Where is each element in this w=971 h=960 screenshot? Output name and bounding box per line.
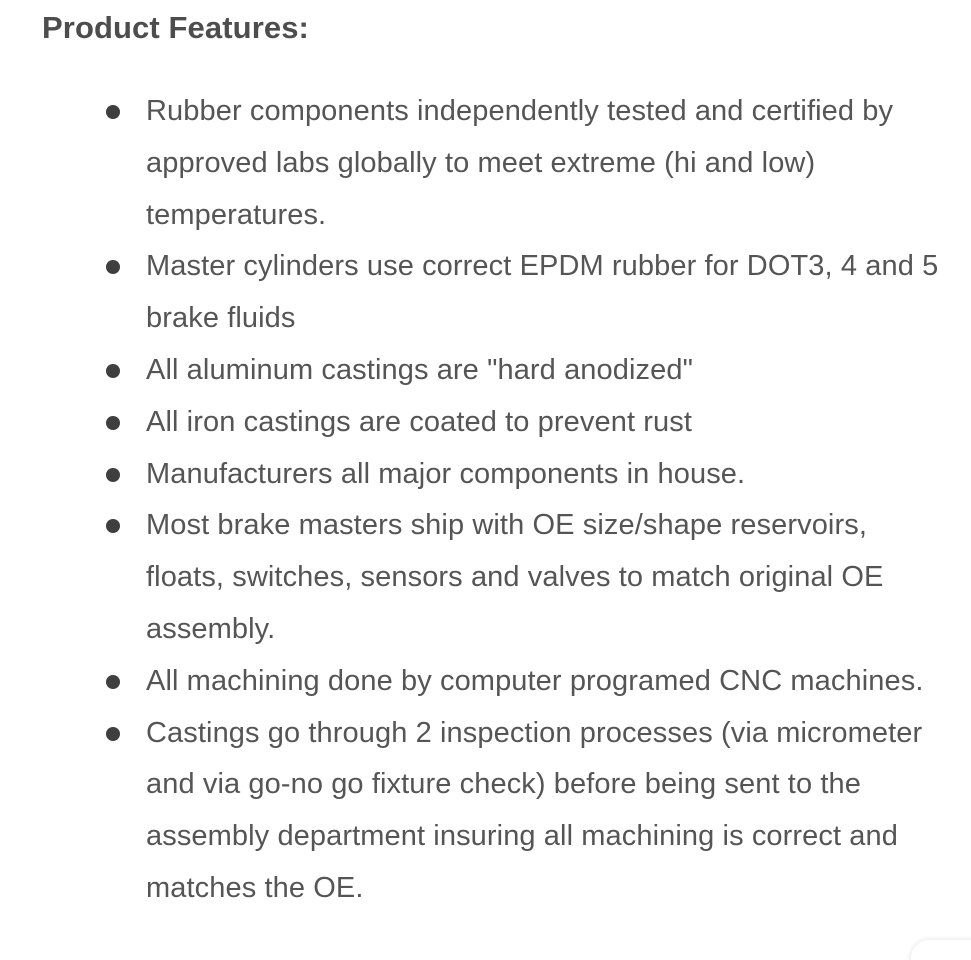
feature-item	[0, 708, 971, 915]
feature-text: All aluminum castings are "hard anodized"	[146, 353, 693, 386]
feature-text: Rubber components independently tested and certified by approved labs globally to meet extreme (hi and low) temperatures.	[146, 95, 894, 231]
feature-item	[0, 86, 971, 241]
feature-text: All machining done by computer programed CNC machines.	[146, 664, 924, 697]
bullet-icon	[106, 727, 120, 741]
feature-item	[0, 500, 971, 655]
bullet-icon	[106, 416, 120, 430]
floating-widget[interactable]	[911, 940, 971, 960]
feature-text: All iron castings are coated to prevent rust	[146, 405, 693, 438]
bullet-icon	[106, 364, 120, 378]
feature-text: Master cylinders use correct EPDM rubber for DOT3, 4 and 5 brake fluids	[146, 250, 939, 335]
feature-text: Most brake masters ship with OE size/shape reservoirs, floats, switches, sensors and valves to match original OE assembly.	[146, 509, 884, 645]
feature-item	[0, 449, 971, 501]
feature-text: Castings go through 2 inspection processes (via micrometer and via go-no go fixture check) before being sent to the assembly department insuring all machining is correct and matches the OE.	[146, 716, 923, 904]
bullet-icon	[106, 675, 120, 689]
section-heading: Product Features:	[42, 10, 309, 45]
feature-text: Manufacturers all major components in house.	[146, 457, 746, 490]
bullet-icon	[106, 468, 120, 482]
feature-list	[0, 86, 971, 915]
feature-item	[0, 345, 971, 397]
bullet-icon	[106, 260, 120, 274]
feature-item	[0, 397, 971, 449]
feature-item	[0, 656, 971, 708]
feature-item	[0, 241, 971, 345]
bullet-icon	[106, 519, 120, 533]
bullet-icon	[106, 105, 120, 119]
